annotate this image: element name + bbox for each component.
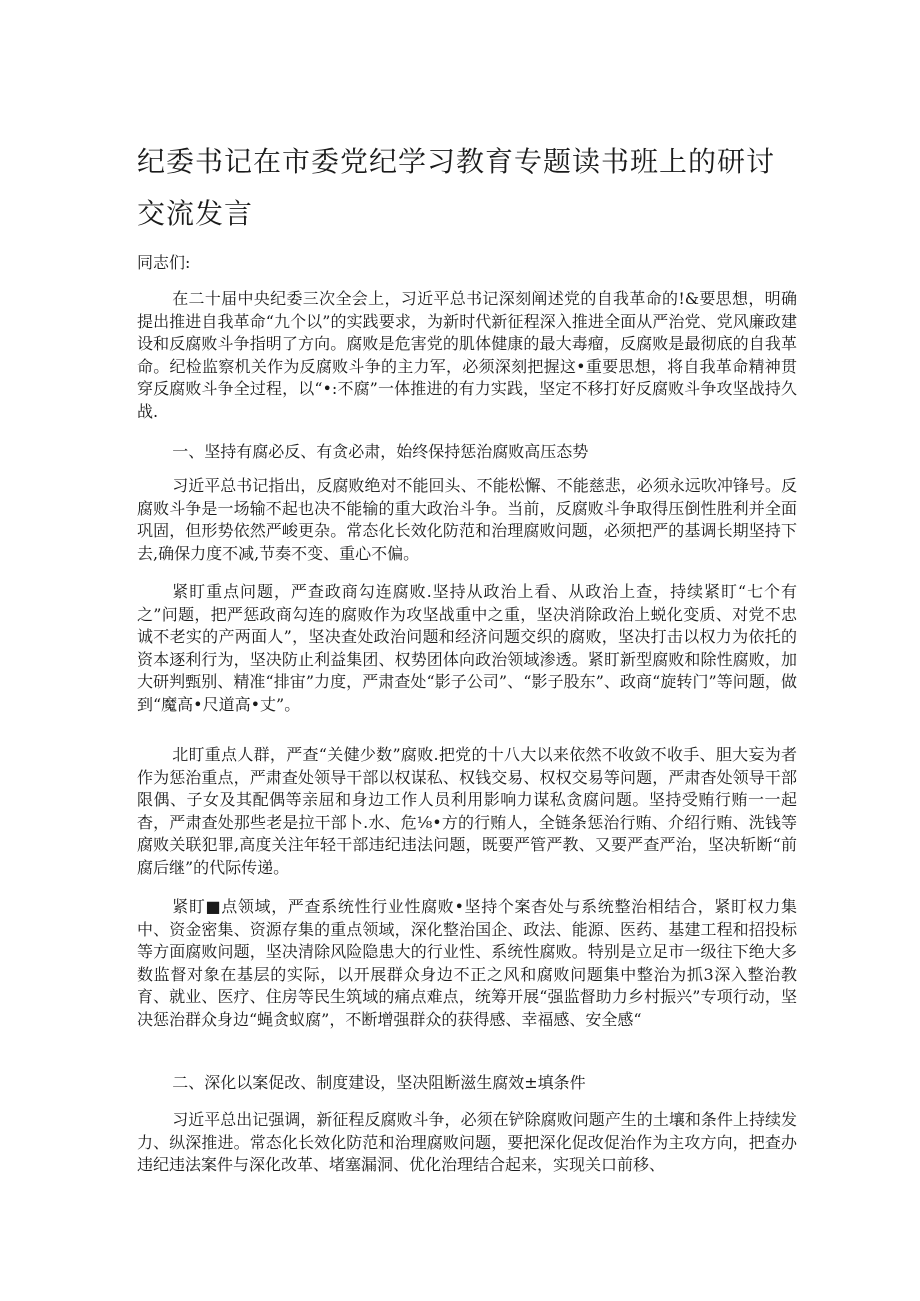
paragraph-intro: 在二十届中央纪委三次全会上，习近平总书记深刻阐述党的自我革命的!&要思想，明确提出推进自我革命“九个以”的实践要求，为新时代新征程深入推进全面从严治党、党风廉政建设和反腐败斗争指明了方向。腐败是危害党的肌体健康的最大毒瘤，反腐败是最彻底的自我革命。纪检监察机关作为反腐败斗争的主力军，必须深刻把握这•重要思想，将自我革命精神贯穿反腐败斗争全过程，以“•:不腐”一体推进的有力实践，坚定不移打好反腐败斗争攻坚战持久战. (137, 289, 797, 421)
salutation: 同志们: (137, 253, 191, 272)
paragraph-section1-intro: 习近平总书记指出，反腐败绝对不能回头、不能松懈、不能慈悲，必须永远吹冲锋号。反腐败斗争是一场输不起也决不能输的重大政治斗争。当前，反腐败斗争取得压倒性胜利并全面巩固，但形势依然严峻更杂。常态化长效化防范和治理腐败问题，必须把严的基调长期坚持下去,确保力度不减,节奏不变、重心不偏。 (137, 476, 797, 563)
paragraph-key-groups: 北盯重点人群，严查“关健少数”腐败.把党的十八大以来依然不收敛不收手、胆大妄为者作为惩治重点，严肃查处领导干部以权谋私、权钱交易、权权交易等问题，严肃杳处领导干部限偶、子女及其配偶等亲屈和身边工作人员利用影响力谋私贪腐问题。坚持受贿行贿一一起杳，严肃查处那些老是拉干部卜.水、危⅛•方的行贿人，全链条惩治行贿、介绍行贿、洗钱等腐败关联犯罪,高度关注年轻干部违纪违法问题，既要严管严教、又要严查严治，坚决斩断“前腐后继”的代际传递。 (137, 745, 797, 877)
document-title-line-1: 纪委书记在市委党纪学习教育专题读书班上的研讨 (137, 145, 776, 178)
paragraph-key-areas: 紧盯■点领域，严查系统性行业性腐败•坚持个案杳处与系统整治相结合，紧盯权力集中、资金密集、资源存集的重点领域，深化整治国企、政法、能源、医药、基建工程和招投标等方面腐败问题，坚决清除风险隐患大的行业性、系统性腐败。特别是立足市一级往下绝大多数监督对象在基层的实际，以开展群众身边不正之风和腐败问题集中整治为抓3深入整治教育、就业、医疗、住房等民生筑域的痛点难点，统筹开展“强监督助力乡村振兴”专项行动，坚决惩治群众身边“蝇贪蚁腐”，不断增强群众的获得感、幸福感、安全感“ (137, 897, 797, 1029)
paragraph-section2-intro: 习近平总出记强调，新征程反腐败斗争，必须在铲除腐败问题产生的土壤和条件上持续发力、纵深推进。常态化长效化防范和治理腐败问题，要把深化促改促治作为主攻方向，把查办违纪违法案件与深化改革、堵塞漏洞、优化治理结合起来，实现关口前移、 (137, 1110, 797, 1175)
section-heading-1: 一、坚持有腐必反、有贪必肃，始终保持惩治腐败高压态势 (172, 442, 589, 461)
section-heading-2: 二、深化以案促改、制度建设，坚决阻断滋生腐效±填条件 (172, 1073, 586, 1092)
document-title-line-2: 交流发言 (137, 197, 254, 230)
paragraph-key-issues: 紧盯重点问题，严查政商勾连腐败.坚持从政治上看、从政治上查，持续紧盯“七个有之”问题，把严惩政商勾连的腐败作为攻坚战重中之重，坚决消除政治上蜕化变质、对党不忠诚不老实的产两面人”，坚决查处政治问题和经济问题交织的腐败，坚决打击以权力为依托的资本逐利行为，坚决防止利益集团、权势团体向政治领域渗透。紧盯新型腐败和除性腐败，加大研判甄别、精准“排宙”力度，严肃查处“影子公司”、“影子股东”、政商“旋转门”等问题，做到“魔高•尺道高•丈”。 (137, 582, 797, 714)
